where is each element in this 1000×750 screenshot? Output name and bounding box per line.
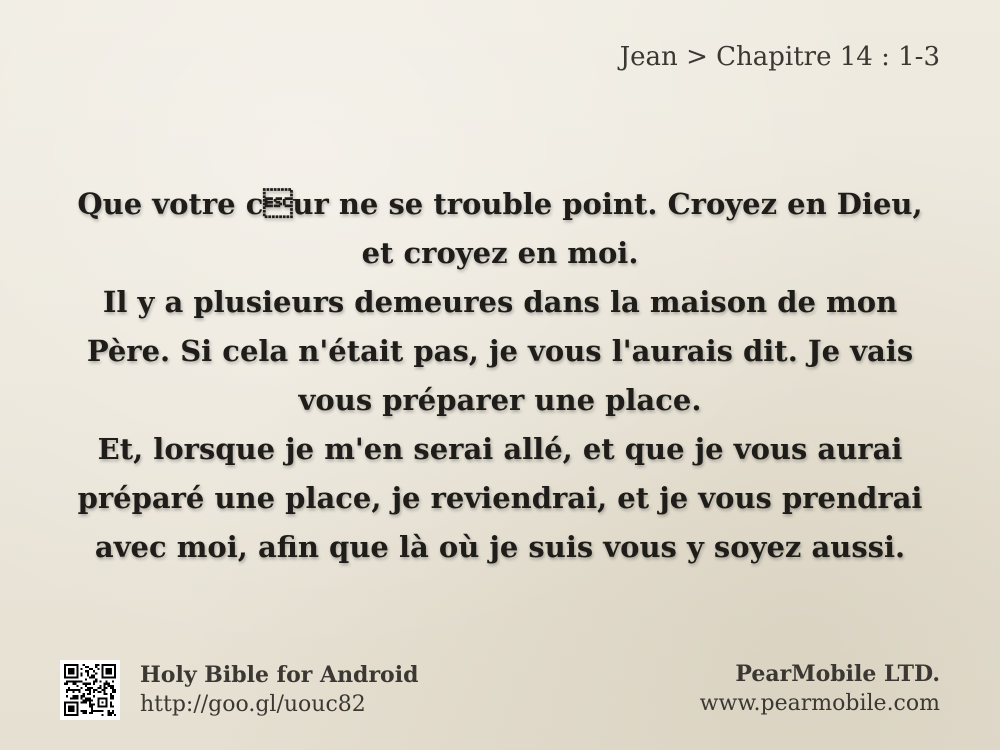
app-name: Holy Bible for Android: [140, 662, 419, 688]
verse-reference: Jean > Chapitre 14 : 1-3: [619, 42, 940, 72]
qr-code-icon: [60, 660, 120, 720]
verse-2: Il y a plusieurs demeures dans la maison de mon Père. Si cela n'était pas, je vous l'aurais dit. Je vais vous préparer une place.: [86, 285, 914, 417]
verse-1: Que votre cur ne se trouble point. Croyez en Dieu, et croyez en moi.: [77, 187, 923, 270]
app-promo: [60, 660, 418, 720]
company-name: PearMobile LTD.: [735, 661, 940, 687]
verse-text-block: [60, 180, 940, 572]
publisher-info: [700, 660, 940, 718]
app-link[interactable]: http://goo.gl/uouc82: [140, 692, 366, 717]
verse-3: Et, lorsque je m'en serai allé, et que je vous aurai préparé une place, je reviendrai, et je vous prendrai avec moi, afin que là où je suis vous y soyez aussi.: [77, 432, 923, 564]
website-link[interactable]: www.pearmobile.com: [699, 691, 940, 716]
